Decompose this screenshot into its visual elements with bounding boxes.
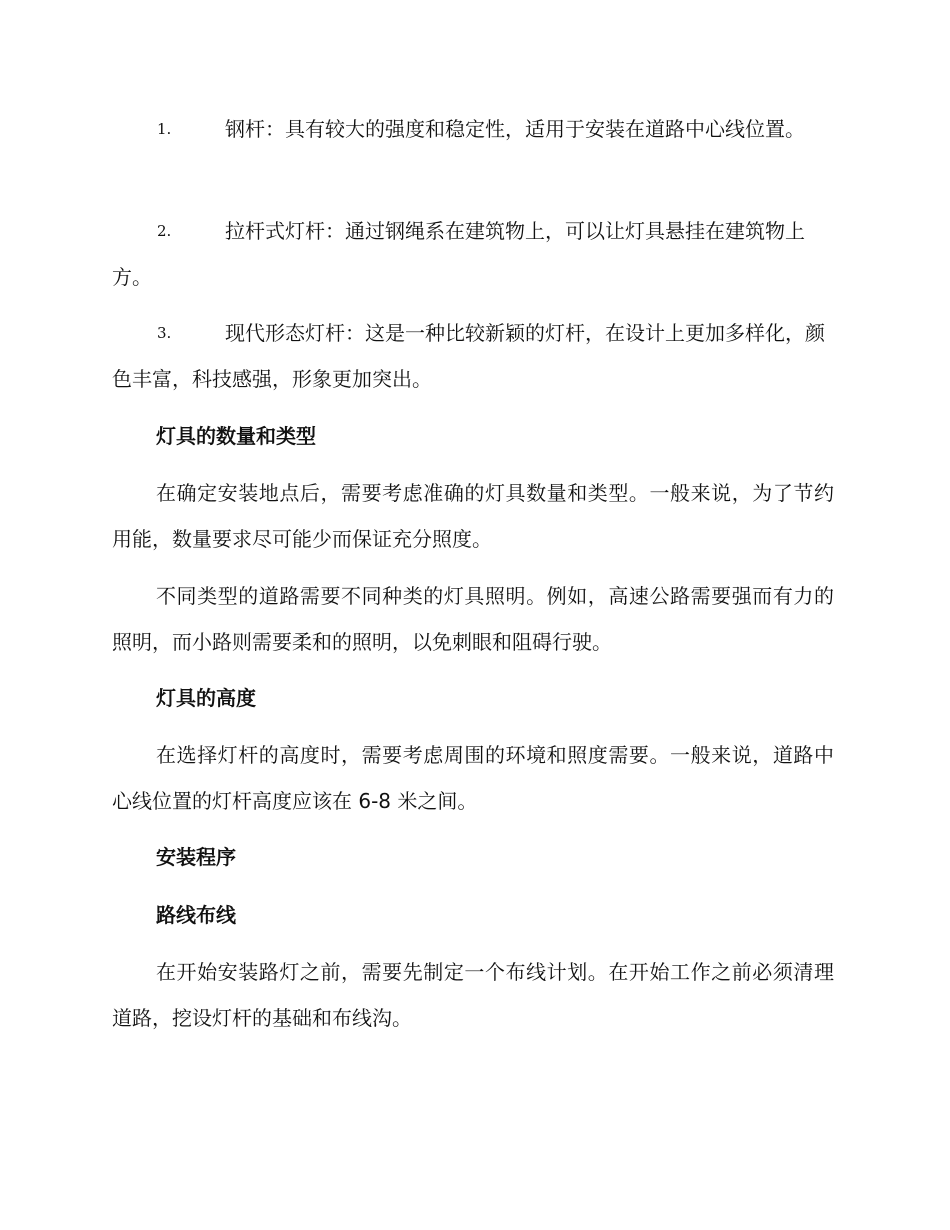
paragraph-wiring-1: 在开始安装路灯之前，需要先制定一个布线计划。在开始工作之前必须清理道路，挖设灯杆的基础和布线沟。	[112, 960, 834, 1030]
list-item-3	[112, 310, 834, 402]
list-item-text: 钢杆：具有较大的强度和稳定性，适用于安装在道路中心线位置。	[225, 117, 805, 141]
list-number: 1.	[157, 120, 172, 138]
section-heading-quantity: 灯具的数量和类型	[156, 424, 316, 448]
paragraph-quantity-1: 在确定安装地点后，需要考虑准确的灯具数量和类型。一般来说，为了节约用能，数量要求尽可能少而保证充分照度。	[112, 481, 834, 551]
list-number: 3.	[157, 324, 172, 342]
list-item-text: 现代形态灯杆：这是一种比较新颖的灯杆，在设计上更加多样化，颜色丰富，科技感强，形象更加突出。	[112, 321, 825, 391]
list-number: 2.	[157, 222, 172, 240]
section-heading-install: 安装程序	[156, 845, 236, 869]
list-item-text: 拉杆式灯杆：通过钢绳系在建筑物上，可以让灯具悬挂在建筑物上方。	[112, 219, 805, 289]
paragraph-quantity-2: 不同类型的道路需要不同种类的灯具照明。例如，高速公路需要强而有力的照明，而小路则需要柔和的照明，以免刺眼和阻碍行驶。	[112, 584, 834, 654]
subheading-wiring: 路线布线	[156, 903, 236, 927]
list-item-1	[112, 106, 834, 152]
list-item-2	[112, 208, 834, 300]
section-heading-height: 灯具的高度	[156, 686, 256, 710]
paragraph-height-1: 在选择灯杆的高度时，需要考虑周围的环境和照度需要。一般来说，道路中心线位置的灯杆高度应该在 6-8 米之间。	[112, 743, 834, 813]
